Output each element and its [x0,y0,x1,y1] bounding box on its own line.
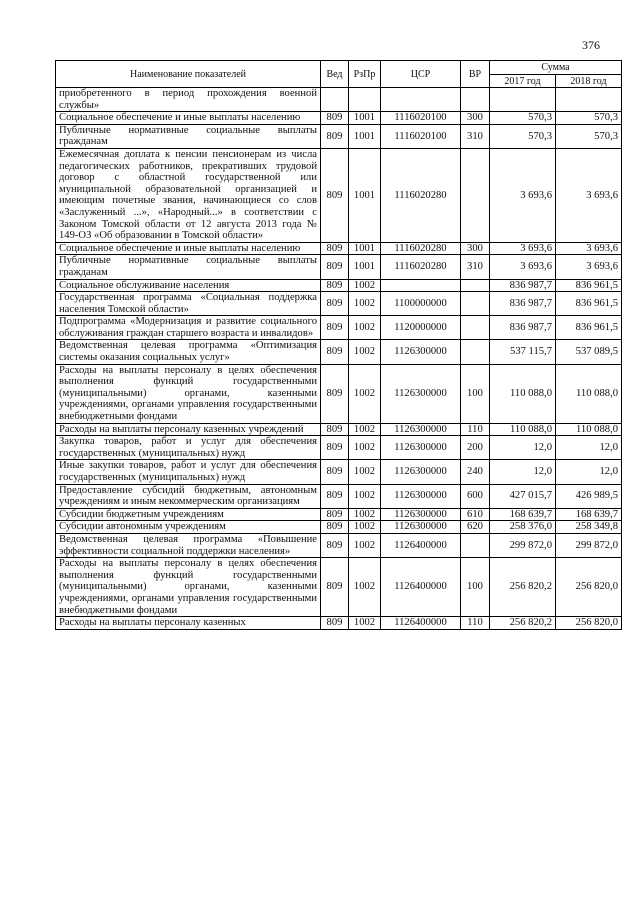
row-rzpr: 1002 [349,436,381,460]
row-ved: 809 [321,364,349,423]
row-ved: 809 [321,316,349,340]
row-csr [381,279,461,292]
table-row [56,279,622,292]
row-ved: 809 [321,617,349,630]
row-name: Субсидии бюджетным учреждениям [56,508,321,521]
table-row [56,340,622,364]
row-ved: 809 [321,484,349,508]
row-name: Социальное обеспечение и иные выплаты населению [56,112,321,125]
row-sum-2017: 299 872,0 [490,533,556,557]
table-row [56,558,622,617]
row-ved: 809 [321,292,349,316]
row-ved: 809 [321,423,349,436]
row-sum-2017: 836 987,7 [490,316,556,340]
row-name: Социальное обслуживание населения [56,279,321,292]
row-sum-2018: 299 872,0 [556,533,622,557]
row-vr: 100 [461,364,490,423]
row-vr [461,533,490,557]
row-vr: 610 [461,508,490,521]
row-ved: 809 [321,508,349,521]
row-csr: 1126300000 [381,436,461,460]
row-sum-2018: 836 961,5 [556,292,622,316]
row-sum-2017: 836 987,7 [490,279,556,292]
table-row [56,484,622,508]
row-csr: 1120000000 [381,316,461,340]
row-sum-2017: 3 693,6 [490,255,556,279]
row-name: Предоставление субсидий бюджетным, автономным учреждениям и иным некоммерческим организациям [56,484,321,508]
row-name: Ежемесячная доплата к пенсии пенсионерам из числа педагогических работников, прекративших трудовой договор с областной государственной или муниципальной образовательной организацией и имеющим почетные звания, начинающиеся со слов «Заслуженный ...», «Народный...» в соответствии с Законом Томской области от 12 августа 2013 года № 149-ОЗ «Об образовании в Томской области» [56,148,321,242]
table-row [56,508,622,521]
row-name: Подпрограмма «Модернизация и развитие социального обслуживания граждан старшего возраста и инвалидов» [56,316,321,340]
row-name: приобретенного в период прохождения военной службы» [56,88,321,112]
header-csr: ЦСР [381,61,461,88]
row-ved: 809 [321,279,349,292]
row-csr [381,88,461,112]
row-rzpr: 1001 [349,124,381,148]
row-vr: 110 [461,423,490,436]
row-name: Публичные нормативные социальные выплаты гражданам [56,255,321,279]
table-row [56,124,622,148]
row-ved: 809 [321,148,349,242]
row-ved: 809 [321,255,349,279]
table-row [56,436,622,460]
row-name: Социальное обеспечение и иные выплаты населению [56,242,321,255]
header-name: Наименование показателей [56,61,321,88]
row-name: Расходы на выплаты персоналу в целях обеспечения выполнения функций государственными (муниципальными) органами, казенными учреждениями, органами управления государственными внебюджетными фондами [56,558,321,617]
row-vr: 310 [461,255,490,279]
row-name: Публичные нормативные социальные выплаты гражданам [56,124,321,148]
table-row [56,112,622,125]
row-sum-2017: 12,0 [490,436,556,460]
row-name: Субсидии автономным учреждениям [56,521,321,534]
row-rzpr [349,88,381,112]
row-sum-2018: 110 088,0 [556,423,622,436]
row-vr [461,279,490,292]
row-csr: 1126400000 [381,533,461,557]
row-ved: 809 [321,124,349,148]
row-sum-2018 [556,88,622,112]
row-name: Расходы на выплаты персоналу казенных [56,617,321,630]
table-row [56,316,622,340]
row-vr: 600 [461,484,490,508]
table-row [56,521,622,534]
row-vr: 300 [461,242,490,255]
row-csr: 1116020280 [381,255,461,279]
row-name: Государственная программа «Социальная поддержка населения Томской области» [56,292,321,316]
row-sum-2017: 258 376,0 [490,521,556,534]
table-row [56,148,622,242]
row-ved: 809 [321,558,349,617]
row-sum-2017: 256 820,2 [490,617,556,630]
row-rzpr: 1002 [349,508,381,521]
row-sum-2017: 570,3 [490,112,556,125]
row-sum-2017: 110 088,0 [490,364,556,423]
row-rzpr: 1001 [349,255,381,279]
row-csr: 1126300000 [381,484,461,508]
table-row [56,423,622,436]
row-csr: 1116020100 [381,124,461,148]
row-rzpr: 1001 [349,148,381,242]
row-rzpr: 1002 [349,340,381,364]
row-csr: 1126400000 [381,558,461,617]
row-sum-2018: 258 349,8 [556,521,622,534]
page-number: 376 [582,38,600,52]
row-ved: 809 [321,340,349,364]
row-vr: 110 [461,617,490,630]
row-name: Иные закупки товаров, работ и услуг для обеспечения государственных (муниципальных) нужд [56,460,321,484]
row-vr: 620 [461,521,490,534]
row-sum-2017: 836 987,7 [490,292,556,316]
row-rzpr: 1002 [349,533,381,557]
row-sum-2017: 427 015,7 [490,484,556,508]
row-rzpr: 1002 [349,617,381,630]
table-row [56,364,622,423]
row-ved: 809 [321,112,349,125]
header-2017: 2017 год [490,75,556,88]
row-csr: 1116020100 [381,112,461,125]
row-sum-2017 [490,88,556,112]
row-name: Расходы на выплаты персоналу в целях обеспечения выполнения функций государственными (муниципальными) органами, казенными учреждениями, органами управления государственными внебюджетными фондами [56,364,321,423]
row-vr: 310 [461,124,490,148]
header-sum: Сумма [490,61,622,75]
row-csr: 1126300000 [381,364,461,423]
row-rzpr: 1002 [349,484,381,508]
row-sum-2018: 537 089,5 [556,340,622,364]
table-row [56,533,622,557]
row-sum-2018: 12,0 [556,436,622,460]
row-csr: 1126300000 [381,508,461,521]
row-vr: 240 [461,460,490,484]
header-ved: Вед [321,61,349,88]
row-sum-2018: 3 693,6 [556,242,622,255]
budget-table [55,60,622,630]
row-vr [461,88,490,112]
row-rzpr: 1002 [349,460,381,484]
header-2018: 2018 год [556,75,622,88]
row-vr [461,148,490,242]
row-sum-2017: 110 088,0 [490,423,556,436]
row-csr: 1126400000 [381,617,461,630]
row-vr: 300 [461,112,490,125]
table-row [56,292,622,316]
row-csr: 1126300000 [381,340,461,364]
row-name: Ведомственная целевая программа «Повышение эффективности социальной поддержки населения» [56,533,321,557]
row-ved: 809 [321,460,349,484]
row-sum-2018: 570,3 [556,112,622,125]
row-sum-2018: 3 693,6 [556,148,622,242]
row-rzpr: 1002 [349,558,381,617]
row-ved: 809 [321,242,349,255]
table-body [56,88,622,630]
row-sum-2017: 168 639,7 [490,508,556,521]
row-csr: 1126300000 [381,521,461,534]
row-sum-2017: 12,0 [490,460,556,484]
row-vr [461,340,490,364]
row-sum-2017: 570,3 [490,124,556,148]
row-vr: 100 [461,558,490,617]
row-vr [461,292,490,316]
row-sum-2018: 836 961,5 [556,316,622,340]
row-sum-2018: 110 088,0 [556,364,622,423]
row-csr: 1126300000 [381,423,461,436]
row-sum-2018: 426 989,5 [556,484,622,508]
row-sum-2017: 3 693,6 [490,148,556,242]
table-row [56,255,622,279]
row-csr: 1116020280 [381,242,461,255]
row-sum-2018: 3 693,6 [556,255,622,279]
row-sum-2017: 256 820,2 [490,558,556,617]
table-row [56,617,622,630]
row-vr: 200 [461,436,490,460]
row-sum-2018: 256 820,0 [556,558,622,617]
table-row [56,242,622,255]
row-csr: 1116020280 [381,148,461,242]
header-vr: ВР [461,61,490,88]
table-row [56,460,622,484]
row-sum-2018: 836 961,5 [556,279,622,292]
row-ved: 809 [321,436,349,460]
row-rzpr: 1002 [349,521,381,534]
row-ved: 809 [321,533,349,557]
row-ved [321,88,349,112]
row-csr: 1100000000 [381,292,461,316]
row-vr [461,316,490,340]
row-rzpr: 1002 [349,364,381,423]
row-rzpr: 1002 [349,423,381,436]
row-sum-2018: 12,0 [556,460,622,484]
header-rzpr: РзПр [349,61,381,88]
row-sum-2017: 3 693,6 [490,242,556,255]
row-name: Расходы на выплаты персоналу казенных учреждений [56,423,321,436]
row-rzpr: 1002 [349,316,381,340]
row-rzpr: 1002 [349,279,381,292]
row-name: Закупка товаров, работ и услуг для обеспечения государственных (муниципальных) нужд [56,436,321,460]
row-sum-2018: 570,3 [556,124,622,148]
row-sum-2017: 537 115,7 [490,340,556,364]
row-name: Ведомственная целевая программа «Оптимизация системы оказания социальных услуг» [56,340,321,364]
row-sum-2018: 168 639,7 [556,508,622,521]
row-csr: 1126300000 [381,460,461,484]
table-row [56,88,622,112]
row-rzpr: 1001 [349,112,381,125]
row-ved: 809 [321,521,349,534]
row-rzpr: 1002 [349,292,381,316]
row-rzpr: 1001 [349,242,381,255]
row-sum-2018: 256 820,0 [556,617,622,630]
